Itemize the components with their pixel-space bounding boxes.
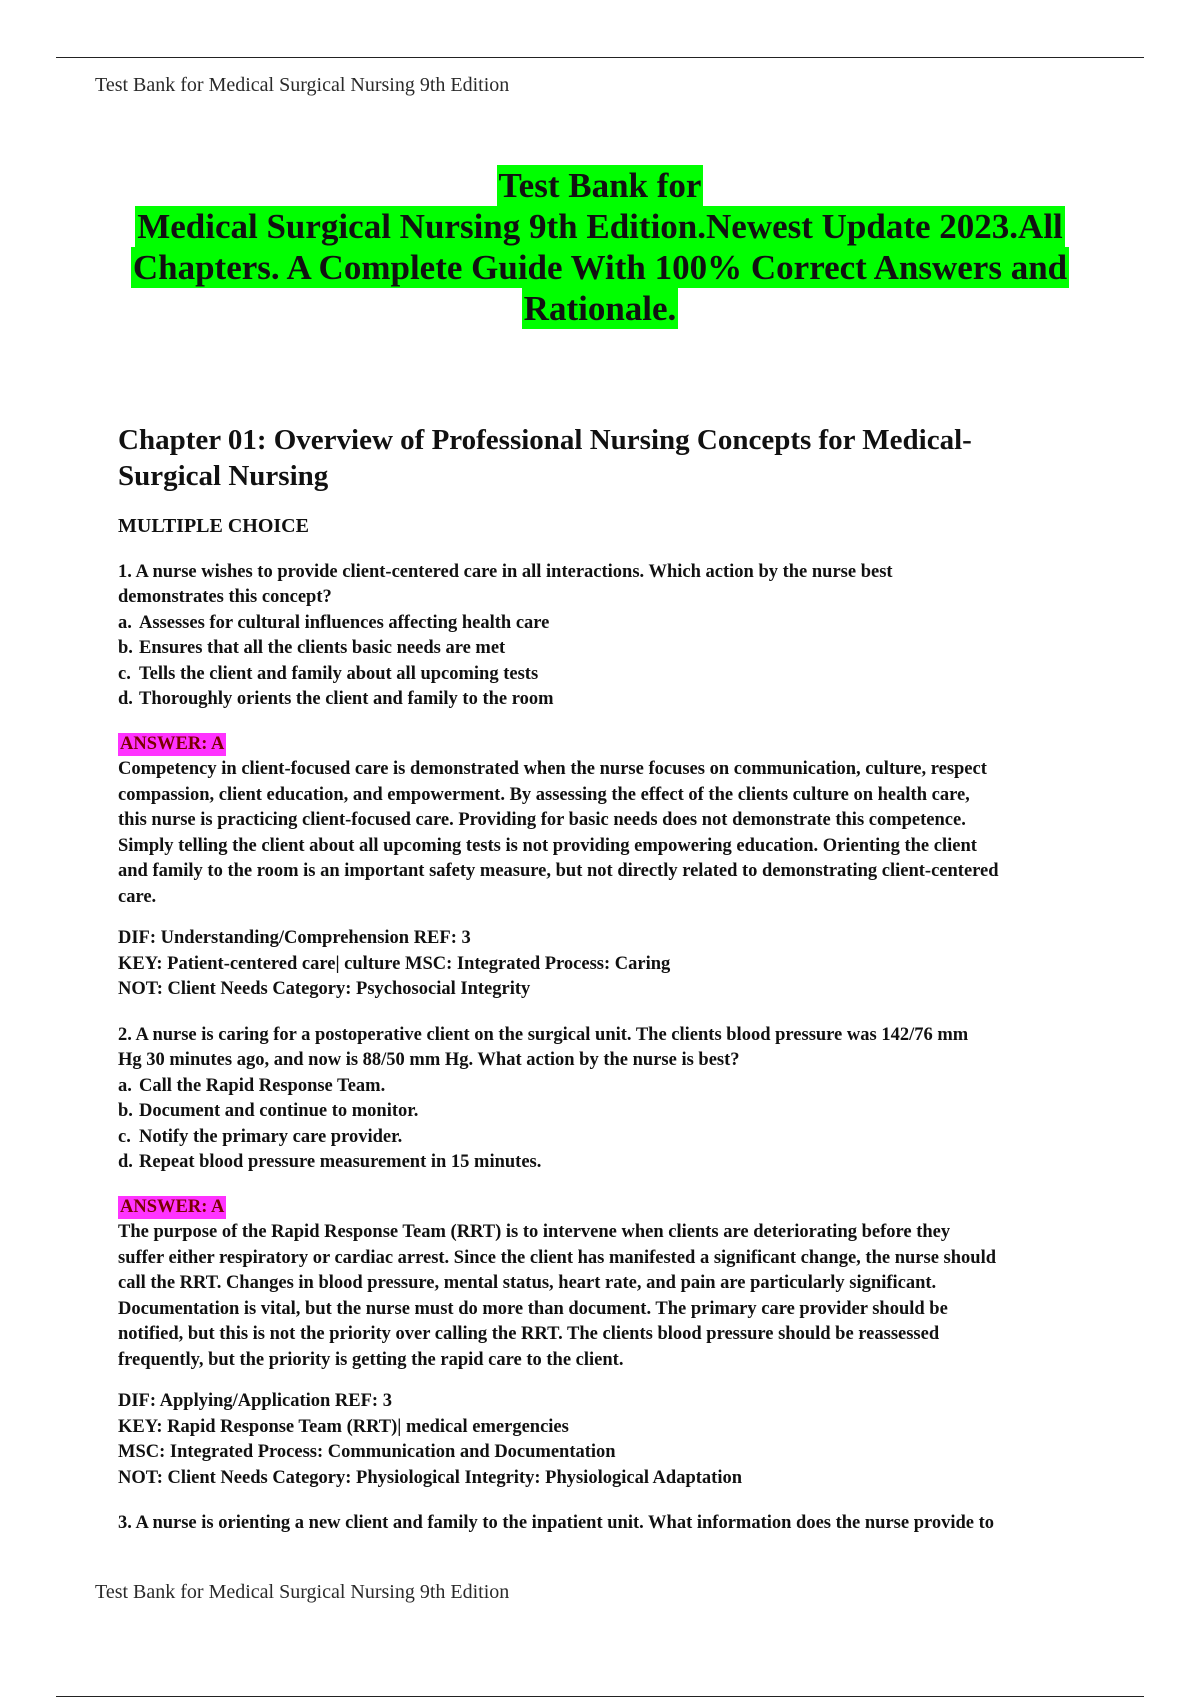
meta-line: KEY: Patient-centered care| culture MSC: Integrated Process: Caring xyxy=(118,953,671,974)
rationale-line: compassion, client education, and empowerment. By assessing the effect of the clients culture on health care, xyxy=(118,784,970,805)
question-3-stem: 3. A nurse is orienting a new client and family to the inpatient unit. What information does the nurse provide to xyxy=(118,1513,995,1533)
rationale-line: care. xyxy=(118,886,157,907)
rationale-line: Competency in client-focused care is demonstrated when the nurse focuses on communication, culture, respect xyxy=(118,759,987,779)
option-b xyxy=(118,636,1093,662)
option-text: Notify the primary care provider. xyxy=(139,1126,403,1147)
rationale xyxy=(118,757,1093,910)
question-1 xyxy=(118,560,1093,1003)
option-letter: a. xyxy=(118,612,132,633)
option-d xyxy=(118,1150,1093,1176)
rationale-line: call the RRT. Changes in blood pressure, mental status, heart rate, and pain are particularly significant. xyxy=(118,1273,937,1293)
option-letter: b. xyxy=(118,1101,133,1121)
meta-line: MSC: Integrated Process: Communication and Documentation xyxy=(118,1442,616,1462)
question-2 xyxy=(118,1023,1093,1492)
stem-line: 2. A nurse is caring for a postoperative client on the surgical unit. The clients blood pressure was 142/76 mm xyxy=(118,1024,969,1045)
top-rule xyxy=(56,57,1144,58)
option-letter: a. xyxy=(118,1075,132,1096)
question-metadata xyxy=(118,1389,1093,1491)
option-text: Ensures that all the clients basic needs are met xyxy=(139,638,506,658)
option-letter: d. xyxy=(118,689,133,709)
rationale-line: this nurse is practicing client-focused care. Providing for basic needs does not demonstrate this competence. xyxy=(118,810,966,830)
option-text: Thoroughly orients the client and family to the room xyxy=(139,689,554,709)
stem-line: demonstrates this concept? xyxy=(118,587,332,607)
title-line-2: Medical Surgical Nursing 9th Edition.Newest Update 2023.All xyxy=(137,207,1063,246)
running-footer: Test Bank for Medical Surgical Nursing 9th Edition xyxy=(95,1581,510,1603)
spacer xyxy=(118,1491,1093,1511)
answer-badge: ANSWER: A xyxy=(120,733,225,754)
meta-line: DIF: Applying/Application REF: 3 xyxy=(118,1391,392,1411)
option-letter: c. xyxy=(118,1126,131,1147)
bottom-rule xyxy=(56,1696,1144,1697)
stem-line: 1. A nurse wishes to provide client-centered care in all interactions. Which action by the nurse best xyxy=(118,561,893,582)
rationale-line: Documentation is vital, but the nurse must do more than document. The primary care provider should be xyxy=(118,1298,948,1319)
meta-line: NOT: Client Needs Category: Psychosocial Integrity xyxy=(118,979,531,999)
option-a xyxy=(118,611,1093,637)
spacer xyxy=(118,1003,1093,1023)
option-c xyxy=(118,1125,1093,1151)
meta-line: NOT: Client Needs Category: Physiological Integrity: Physiological Adaptation xyxy=(118,1467,742,1488)
title-line-1: Test Bank for xyxy=(498,166,702,205)
option-b xyxy=(118,1099,1093,1125)
rationale-line: and family to the room is an important safety measure, but not directly related to demonstrating client-centered xyxy=(118,861,999,881)
rationale-line: notified, but this is not the priority over calling the RRT. The clients blood pressure should be reassessed xyxy=(118,1324,940,1344)
running-header: Test Bank for Medical Surgical Nursing 9th Edition xyxy=(95,74,510,96)
question-1-stem xyxy=(118,560,1093,611)
chapter-heading xyxy=(118,422,1093,494)
rationale-line: Simply telling the client about all upcoming tests is not providing empowering education. Orienting the client xyxy=(118,835,977,856)
title-line-3: Chapters. A Complete Guide With 100% Correct Answers and xyxy=(132,248,1068,287)
option-text: Tells the client and family about all upcoming tests xyxy=(139,663,539,684)
question-metadata xyxy=(118,926,1093,1003)
section-label: MULTIPLE CHOICE xyxy=(118,515,309,537)
rationale-line: frequently, but the priority is getting the rapid care to the client. xyxy=(118,1349,624,1370)
option-d xyxy=(118,687,1093,713)
rationale-line: The purpose of the Rapid Response Team (RRT) is to intervene when clients are deteriorating before they xyxy=(118,1222,951,1242)
rationale xyxy=(118,1220,1093,1373)
main-content xyxy=(118,422,1093,1537)
option-letter: c. xyxy=(118,663,131,684)
option-text: Repeat blood pressure measurement in 15 minutes. xyxy=(139,1152,542,1172)
option-letter: b. xyxy=(118,638,133,658)
answer-badge: ANSWER: A xyxy=(120,1196,225,1217)
option-a xyxy=(118,1074,1093,1100)
option-c xyxy=(118,662,1093,688)
question-2-stem xyxy=(118,1023,1093,1074)
option-text: Call the Rapid Response Team. xyxy=(139,1075,386,1096)
rationale-line: suffer either respiratory or cardiac arrest. Since the client has manifested a significant change, the nurse should xyxy=(118,1247,996,1268)
meta-line: KEY: Rapid Response Team (RRT)| medical emergencies xyxy=(118,1416,569,1437)
option-letter: d. xyxy=(118,1152,133,1172)
document-title xyxy=(100,165,1100,329)
chapter-heading-line-1: Chapter 01: Overview of Professional Nursing Concepts for Medical- xyxy=(118,424,972,456)
option-text: Assesses for cultural influences affecting health care xyxy=(139,612,550,633)
meta-line: DIF: Understanding/Comprehension REF: 3 xyxy=(118,928,471,948)
chapter-heading-line-2: Surgical Nursing xyxy=(118,460,329,492)
stem-line: Hg 30 minutes ago, and now is 88/50 mm Hg. What action by the nurse is best? xyxy=(118,1050,740,1070)
title-line-4: Rationale. xyxy=(523,289,677,328)
option-text: Document and continue to monitor. xyxy=(139,1101,419,1121)
